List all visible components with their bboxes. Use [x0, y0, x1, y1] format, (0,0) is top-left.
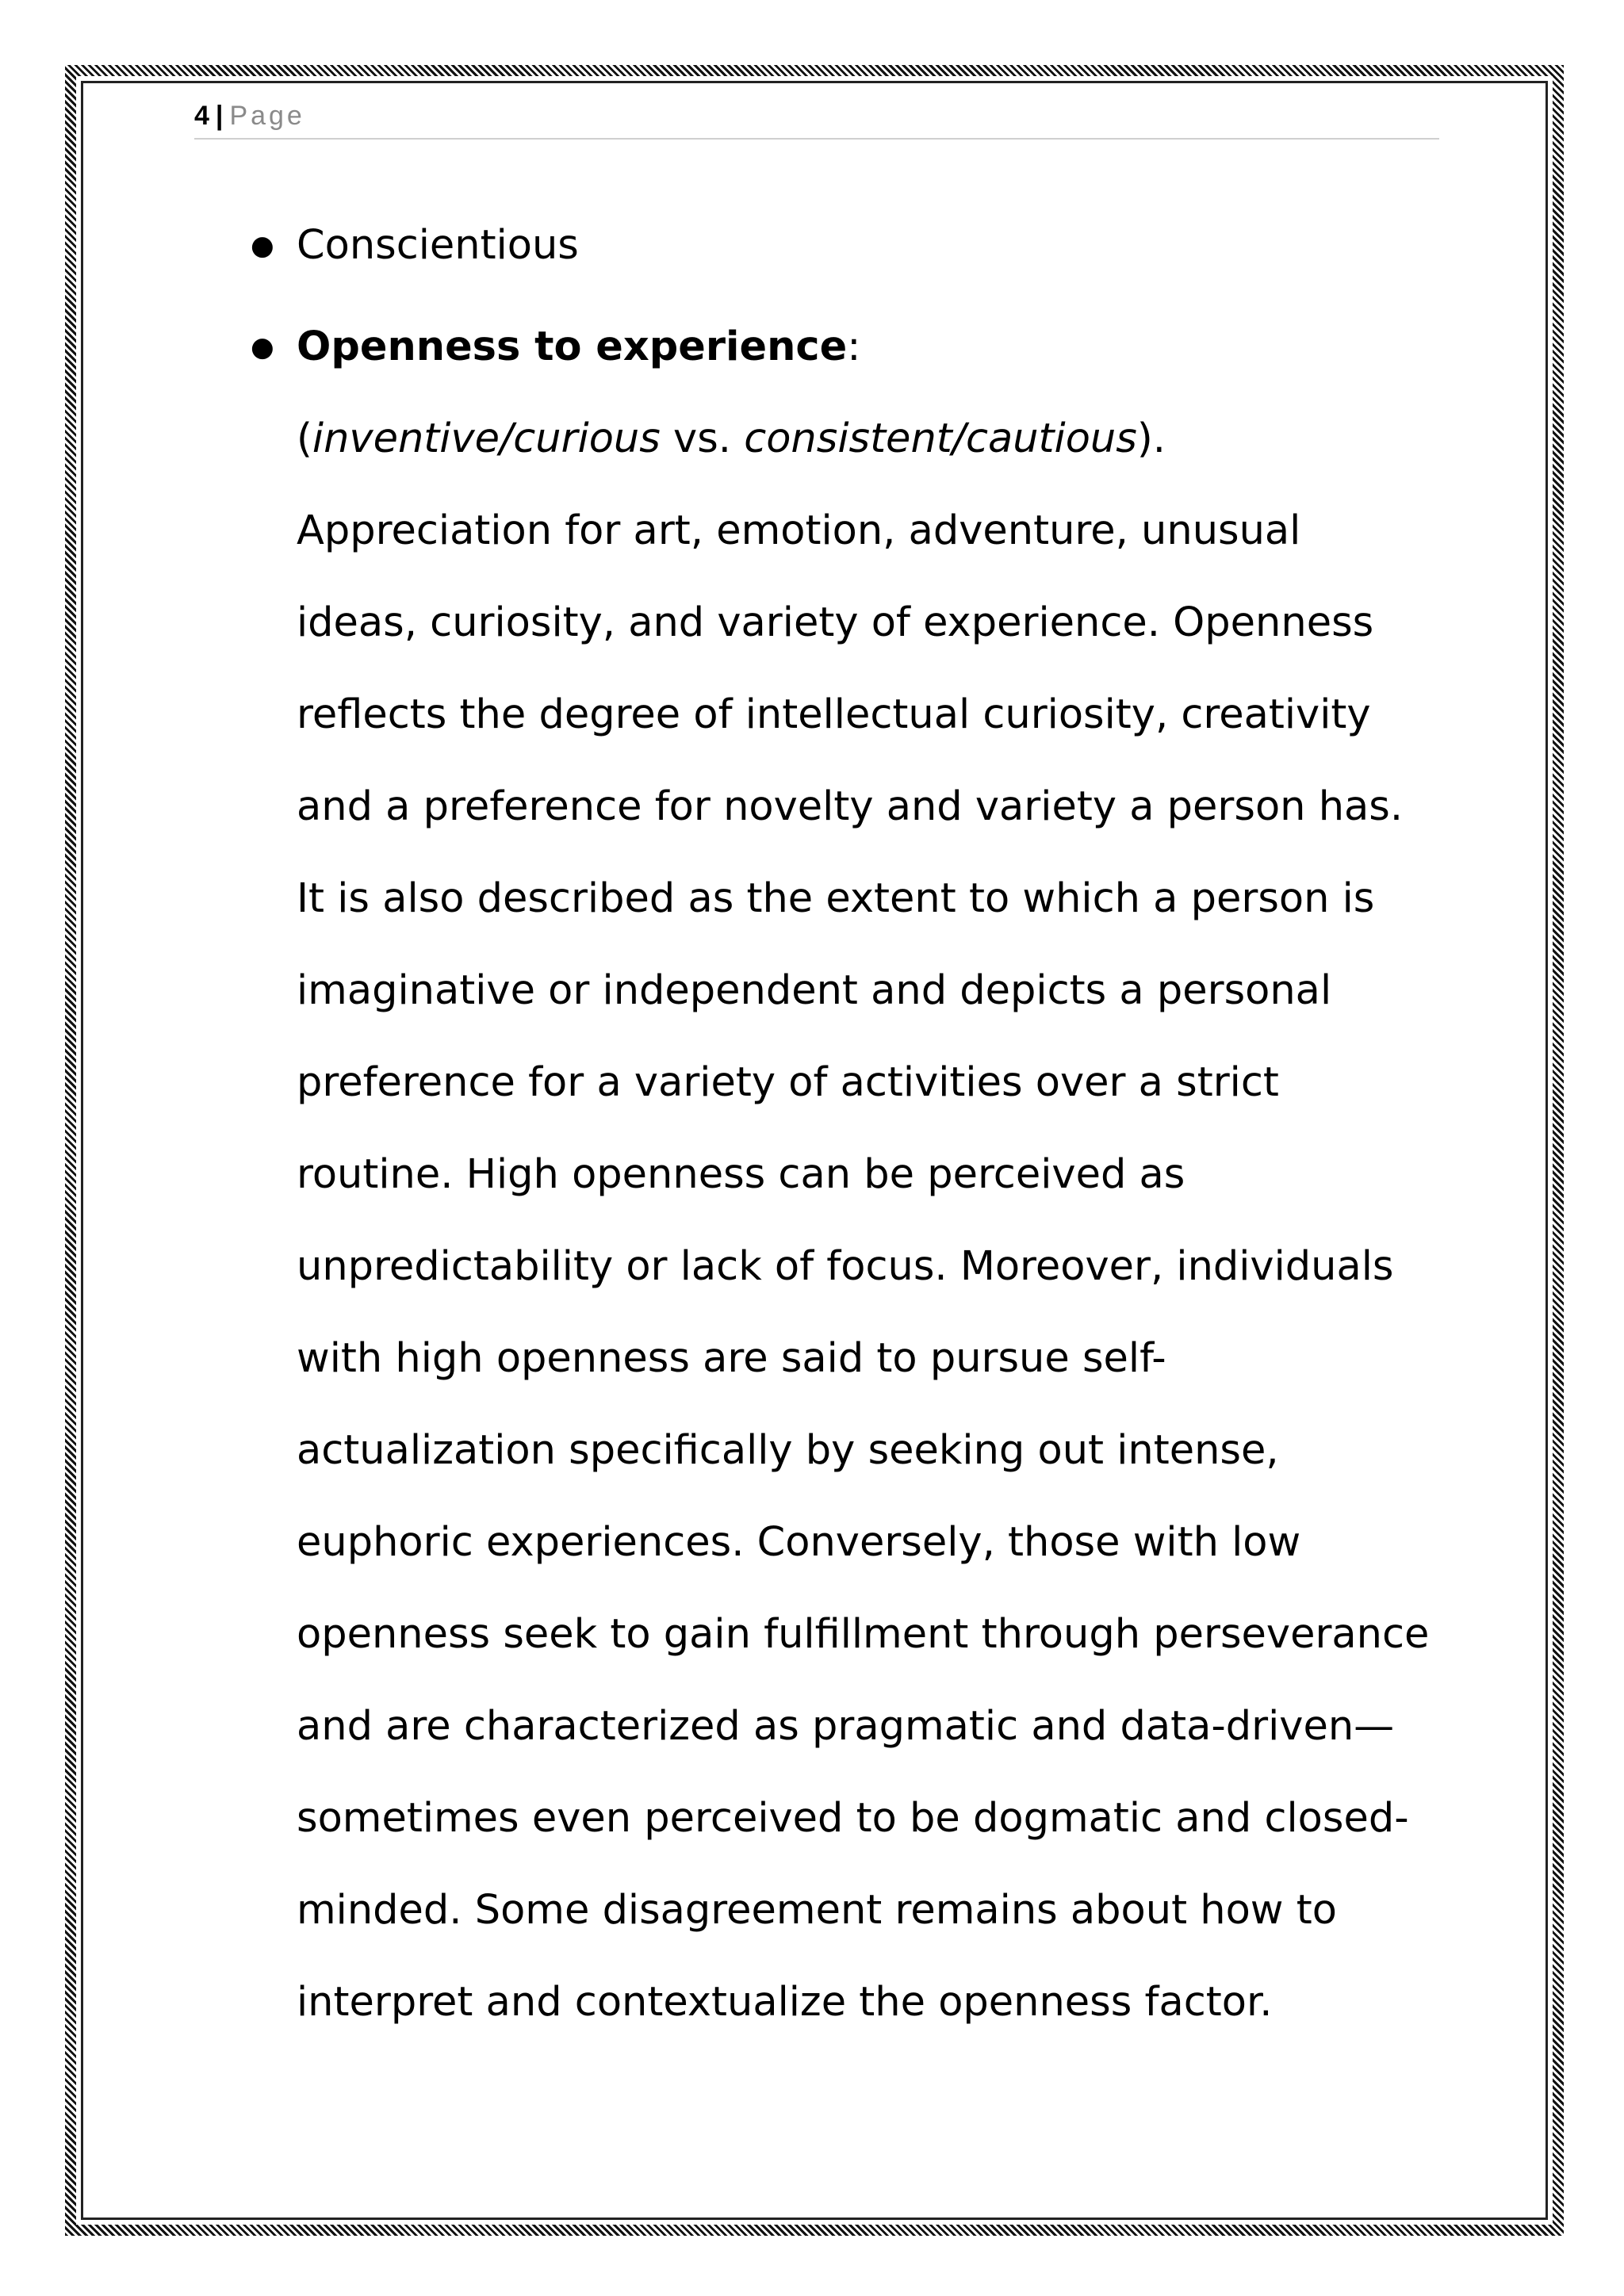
paragraph-line: It is also described as the extent to which a person is: [297, 875, 1375, 922]
paragraph-line: ideas, curiosity, and variety of experience. Openness: [297, 599, 1374, 646]
paragraph-line: euphoric experiences. Conversely, those with low: [297, 1519, 1301, 1566]
paragraph-line: and are characterized as pragmatic and data-driven—: [297, 1703, 1395, 1750]
paragraph-line: sometimes even perceived to be dogmatic and closed-: [297, 1795, 1409, 1842]
openness-subtitle: [238, 393, 1475, 485]
bullet-dot-icon: ●: [251, 230, 274, 262]
term-consistent: consistent/cautious: [744, 415, 1137, 462]
bullet-label-suffix: :: [847, 323, 861, 370]
paragraph-line: reflects the degree of intellectual curiosity, creativity: [297, 691, 1371, 738]
paragraph-line: imaginative or independent and depicts a personal: [297, 967, 1332, 1014]
bullet-item-openness: [238, 301, 1475, 393]
paragraph-line: and a preference for novelty and variety a person has.: [297, 783, 1404, 830]
page-header: [194, 94, 1439, 140]
bullet-item-conscientious: [238, 200, 1475, 292]
paragraph-line: interpret and contextualize the openness factor.: [297, 1979, 1273, 2026]
document-body: [238, 200, 1475, 2049]
paragraph-line: with high openness are said to pursue self-: [297, 1335, 1166, 1382]
term-inventive: inventive/curious: [312, 415, 661, 462]
paragraph-line: routine. High openness can be perceived as: [297, 1151, 1185, 1198]
paragraph-line: actualization specifically by seeking out intense,: [297, 1427, 1279, 1474]
paragraph-line: Appreciation for art, emotion, adventure, unusual: [297, 507, 1301, 554]
header-separator: |: [215, 101, 224, 131]
paragraph-line: openness seek to gain fulfillment through perseverance: [297, 1611, 1430, 1658]
paragraph-line: unpredictability or lack of focus. Moreover, individuals: [297, 1243, 1394, 1290]
paragraph-line: preference for a variety of activities over a strict: [297, 1059, 1279, 1106]
versus-text: vs.: [660, 415, 745, 462]
paragraph-line: minded. Some disagreement remains about how to: [297, 1887, 1337, 1934]
paren-open: (: [297, 415, 312, 462]
openness-paragraph: [238, 485, 1438, 2049]
paren-close: ).: [1136, 415, 1166, 462]
page-number: 4: [194, 101, 209, 131]
bullet-label: Openness to experience: [297, 323, 848, 370]
bullet-dot-icon: ●: [251, 331, 274, 363]
bullet-label: Conscientious: [297, 222, 579, 269]
page-label: Page: [229, 101, 305, 131]
